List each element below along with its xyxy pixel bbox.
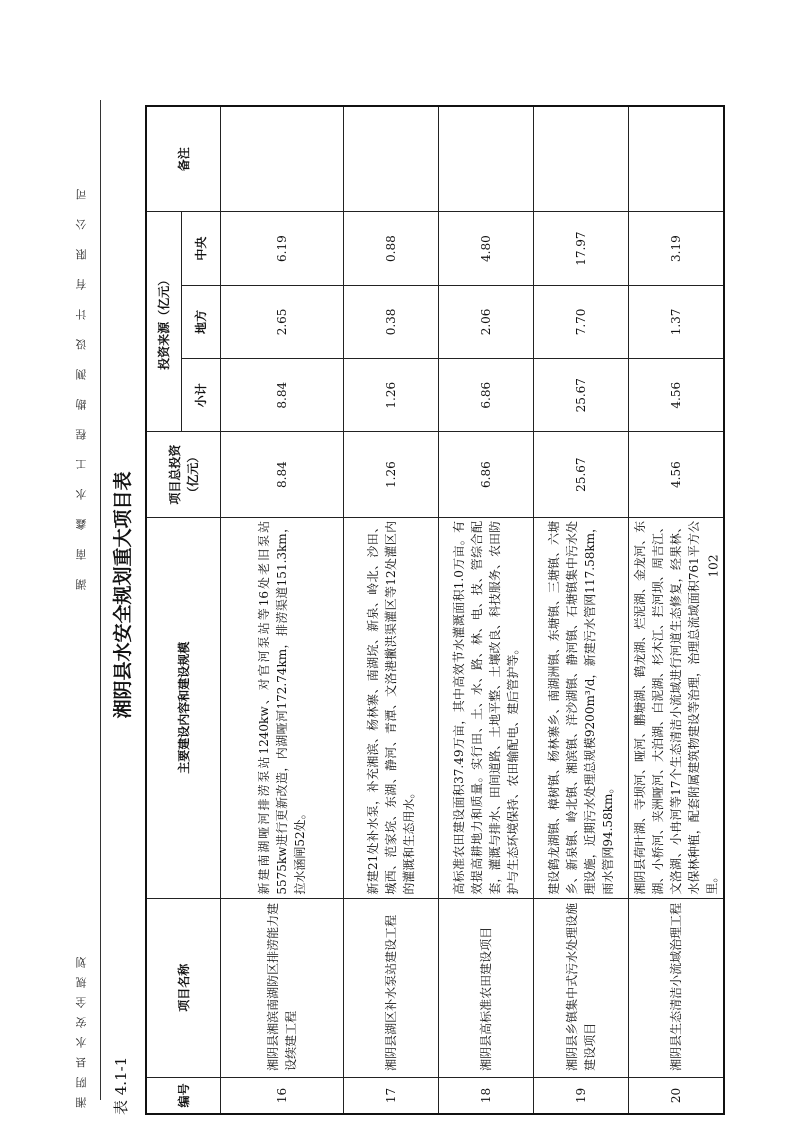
cell-name: 湘阴县乡镇集中式污水处理设施建设项目 bbox=[534, 898, 629, 1077]
table-row bbox=[221, 106, 344, 1114]
major-projects-table bbox=[145, 105, 725, 1115]
cell-name: 湘阴县高标准农田建设项目 bbox=[439, 898, 534, 1077]
header-remark: 备注 bbox=[146, 106, 221, 212]
cell-subtotal: 4.56 bbox=[629, 359, 725, 432]
header-total-line2: （亿元） bbox=[185, 450, 200, 499]
cell-remark bbox=[221, 106, 344, 212]
header-total bbox=[146, 432, 221, 518]
cell-local: 2.65 bbox=[221, 285, 344, 358]
cell-remark bbox=[344, 106, 439, 212]
header-no: 编号 bbox=[146, 1077, 221, 1114]
cell-total: 4.56 bbox=[629, 432, 725, 518]
header-local: 地方 bbox=[182, 285, 221, 358]
header-content: 主要建设内容和建设规模 bbox=[146, 517, 221, 898]
cell-remark bbox=[534, 106, 629, 212]
header-source: 投资来源（亿元） bbox=[146, 212, 182, 432]
table-row bbox=[534, 106, 629, 1114]
cell-local: 2.06 bbox=[439, 285, 534, 358]
cell-local: 0.38 bbox=[344, 285, 439, 358]
cell-central: 0.88 bbox=[344, 212, 439, 285]
cell-central: 3.19 bbox=[629, 212, 725, 285]
cell-remark bbox=[439, 106, 534, 212]
cell-central: 17.97 bbox=[534, 212, 629, 285]
table-number: 表 4.1-1 bbox=[112, 1056, 130, 1115]
cell-subtotal: 8.84 bbox=[221, 359, 344, 432]
running-header-right: 湖南鑫水工程勘测设计有限公司 bbox=[75, 170, 88, 590]
cell-name: 湘阴县湖区补水泵站建设工程 bbox=[344, 898, 439, 1077]
running-header-left: 湘阴县水安全规划 bbox=[75, 948, 88, 1108]
table-row bbox=[344, 106, 439, 1114]
cell-content: 高标准农田建设面积37.49万亩，其中高效节水灌溉面积1.0万亩。有效提高耕地力和质量。实行田、土、水、路、林、电、技、管综合配套，灌溉与排水、田间道路、土地平整、土壤改良、科技服务、农田防护与生态环境保持、农田输配电、建后管护等。 bbox=[439, 517, 534, 898]
table-row bbox=[629, 106, 725, 1114]
cell-content: 建设鹤龙湖镇、樟树镇、杨林寨乡、南湖洲镇、东塘镇、三塘镇、六塘乡、新泉镇、岭北镇、湘滨镇、洋沙湖镇、静河镇、石塘镇集中污水处理设施，近期污水处理总规模9200m³/d，新建污水管网117.58km，雨水管网94.58km。 bbox=[534, 517, 629, 898]
cell-name: 湘阴县湘滨南湖防区排涝能力建设续建工程 bbox=[221, 898, 344, 1077]
cell-no: 18 bbox=[439, 1077, 534, 1114]
page-number: 102 bbox=[706, 554, 721, 578]
cell-name: 湘阴县生态清洁小流域治理工程 bbox=[629, 898, 725, 1077]
cell-total: 1.26 bbox=[344, 432, 439, 518]
cell-content: 新建21处补水泵，补充湘滨、杨林寨、南湖垸、新泉、岭北、沙田、城西、范家垸、东湖、静河、青潭、文洛港撇洪渠灌区等12处灌区内的灌溉和生态用水。 bbox=[344, 517, 439, 898]
cell-subtotal: 25.67 bbox=[534, 359, 629, 432]
cell-total: 25.67 bbox=[534, 432, 629, 518]
header-central: 中央 bbox=[182, 212, 221, 285]
header-subtotal: 小计 bbox=[182, 359, 221, 432]
header-rule bbox=[100, 100, 101, 1100]
cell-no: 20 bbox=[629, 1077, 725, 1114]
cell-local: 1.37 bbox=[629, 285, 725, 358]
cell-no: 17 bbox=[344, 1077, 439, 1114]
cell-central: 6.19 bbox=[221, 212, 344, 285]
cell-central: 4.80 bbox=[439, 212, 534, 285]
cell-total: 6.86 bbox=[439, 432, 534, 518]
cell-local: 7.70 bbox=[534, 285, 629, 358]
cell-subtotal: 6.86 bbox=[439, 359, 534, 432]
table-title: 湘阴县水安全规划重大项目表 bbox=[112, 471, 134, 719]
cell-content: 湘阴县荷叶湖、寺坝河、哑河、鹏塘湖、鹤龙湖、烂泥湖、金龙河、东湖、小桥河、夹洲哑河、大泊湖、白泥湖、杉木江、拦河坝、周吉江、文洛湖、小冉河等17个生态清洁小流域进行河道生态修复，经果林、水保林种植，配套附属建筑物建设等治理，治理总流域面积761平方公里。 bbox=[629, 517, 725, 898]
header-name: 项目名称 bbox=[146, 898, 221, 1077]
cell-no: 16 bbox=[221, 1077, 344, 1114]
header-total-line1: 项目总投资 bbox=[167, 444, 182, 505]
cell-total: 8.84 bbox=[221, 432, 344, 518]
cell-remark bbox=[629, 106, 725, 212]
cell-subtotal: 1.26 bbox=[344, 359, 439, 432]
cell-content: 新建南湖哑河排涝泵站1240kw、对官河泵站等16处老旧泵站5575kw进行更新改造，内湖哑河172.74km，排涝渠道151.3km，拉水涵闸52处。 bbox=[221, 517, 344, 898]
table-row bbox=[439, 106, 534, 1114]
cell-no: 19 bbox=[534, 1077, 629, 1114]
